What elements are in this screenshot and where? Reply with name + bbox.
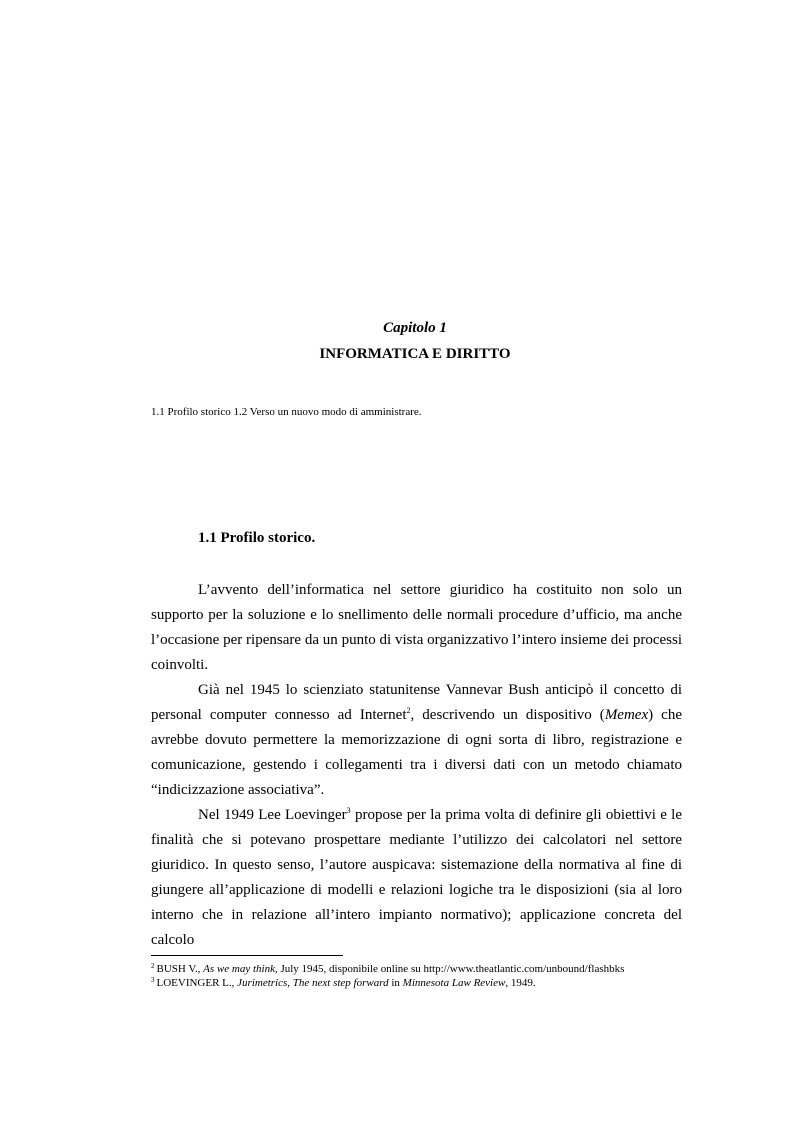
paragraph (151, 803, 682, 953)
chapter-number: Capitolo 1 (383, 320, 447, 336)
footnote-detail: , July 1945, disponibile online su http://www.theatlantic.com/unbound/flashbks (274, 963, 625, 975)
footnote-author: LOEVINGER L., (156, 977, 238, 989)
emphasis-term: Memex (604, 707, 649, 723)
footnote-divider (151, 955, 343, 956)
text-run: propose per la prima volta di definire gli obiettivi e le finalità che si potevano prospettare mediante l’utilizzo dei calcolatori nel settore giuridico. In questo senso, l’autore auspicava: sistemazione della normativa al fine di giungere all’applicazione di modelli e relazioni logiche tra le disposizioni (sia al loro interno che in relazione all’intero impianto normativo); applicazione concreta del calcolo (151, 807, 682, 948)
footnote (151, 976, 711, 990)
footnote-ref[interactable]: 3 (346, 806, 351, 815)
footnotes (151, 962, 711, 990)
footnote-title: Jurimetrics, The next step forward (237, 977, 389, 989)
footnote-title: As we may think (203, 963, 275, 975)
footnote-connector: in (388, 977, 403, 989)
footnote-number: 2 (151, 962, 155, 970)
chapter-contents-line: 1.1 Profilo storico 1.2 Verso un nuovo modo di amministrare. (151, 406, 422, 418)
chapter-title: INFORMATICA E DIRITTO (319, 346, 511, 362)
footnote-journal: Minnesota Law Review (402, 977, 506, 989)
body-text (151, 578, 682, 953)
text-run: Già nel 1945 lo scienziato statunitense Vannevar Bush anticipò il concetto di personal computer connesso ad Internet (151, 682, 682, 723)
chapter-heading (0, 318, 793, 364)
footnote (151, 962, 711, 976)
footnote-author: BUSH V., (156, 963, 204, 975)
text-run: Nel 1949 Lee Loevinger (198, 807, 347, 823)
text-run: , descrivendo un dispositivo ( (410, 707, 605, 723)
section-heading: 1.1 Profilo storico. (198, 530, 316, 546)
paragraph (151, 678, 682, 803)
paragraph: L’avvento dell’informatica nel settore giuridico ha costituito non solo un supporto per la soluzione e lo snellimento delle normali procedure d’ufficio, ma anche l’occasione per ripensare da un punto di vista organizzativo l’intero insieme dei processi coinvolti. (151, 582, 682, 673)
footnote-ref[interactable]: 2 (406, 706, 411, 715)
footnote-detail: , 1949. (505, 977, 536, 989)
text-run: ) che avrebbe dovuto permettere la memorizzazione di ogni sorta di libro, registrazione e comunicazione, gestendo i collegamenti tra i diversi dati con un metodo chiamato “indicizzazione associativa”. (151, 707, 682, 798)
footnote-number: 3 (151, 976, 155, 984)
